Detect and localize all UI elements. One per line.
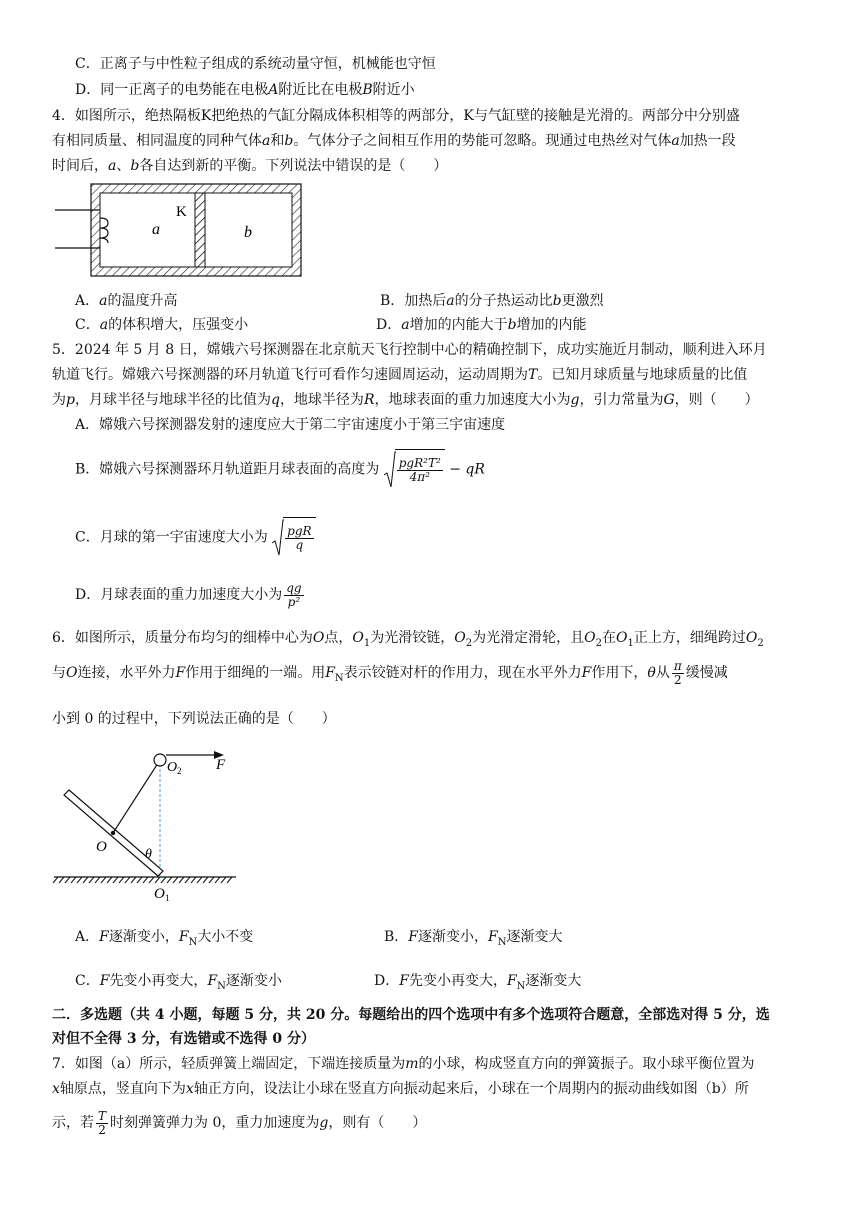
section2-heading-line2: 对但不全得 3 分，有选错或不选得 0 分） [52,1031,315,1047]
q4-option-d: D．a增加的内能大于b增加的内能 [376,317,587,333]
q6-rod-figure [50,745,250,905]
svg-text:2: 2 [177,766,182,776]
q4-cylinder-figure [55,180,305,280]
center-o-dot [111,831,115,835]
q4-option-c: C．a的体积增大，压强变小 [75,317,249,333]
q5-option-d: D．月球表面的重力加速度大小为 $\frac{qg}{\text{p²}}$ [75,580,302,609]
q5-option-b: B．嫦娥六号探测器环月轨道距月球表面的高度为 $\frac{\text{pgR²T²}}{\text{4π²}}$ − qR [75,449,485,489]
label-k: K [176,204,187,220]
q5-stem-line1: 5．2024 年 5 月 8 日，嫦娥六号探测器在北京航天飞行控制中心的精确控制下，成功实施近月制动，顺利进入环月 [52,342,767,358]
q6-option-b: B．F逐渐变小，$F_N$逐渐变大 [384,929,563,948]
q6-stem-line1: 6．如图所示，质量分布均匀的细棒中心为O点，$O_1$为光滑铰链，$O_2$为光滑定滑轮，且$O_2$在$O_1$正上方，细绳跨过$O_2$ [52,630,764,649]
label-a: a [152,221,160,238]
svg-text:θ: θ [145,847,152,862]
rope [113,760,160,833]
q5-stem-line2: 轨道飞行。嫦娥六号探测器的环月轨道飞行可看作匀速圆周运动，运动周期为T。已知月球质量与地球质量的比值 [52,367,748,383]
q4-stem-line3: 时间后，a、b各自达到新的平衡。下列说法中错误的是（ ） [52,158,448,174]
q4-option-b: B．加热后a的分子热运动比b更激烈 [380,293,604,309]
label-b: b [244,224,252,241]
pulley-o2 [154,754,166,766]
q4-option-a: A．a的温度升高 [75,293,178,309]
q6-option-d: D．F先变小再变大，$F_N$逐渐变大 [374,973,582,992]
q5-option-c: C．月球的第一宇宙速度大小为 $\frac{\text{pgR}}{q}$ [75,517,316,557]
q4-stem-line2: 有相同质量、相同温度的同种气体a和b。气体分子之间相互作用的势能可忽略。现通过电热丝对气体a加热一段 [52,133,736,149]
q3-option-d: D．同一正离子的电势能在电极A附近比在电极B附近小 [75,82,415,98]
section2-heading-line1: 二．多选题（共 4 小题，每题 5 分，共 20 分。每题给出的四个选项中有多个选项符合题意，全部选对得 5 分，选 [52,1007,770,1023]
q5-option-a: A．嫦娥六号探测器发射的速度应大于第二宇宙速度小于第三宇宙速度 [75,417,506,433]
svg-text:O: O [154,886,165,902]
q7-stem-line2: x轴原点，竖直向下为x轴正方向，设法让小球在竖直方向振动起来后，小球在一个周期内的振动曲线如图（b）所 [52,1081,749,1097]
svg-text:F: F [216,757,226,773]
svg-text:O: O [167,760,178,775]
q5-stem-line3: 为p，月球半径与地球半径的比值为q，地球半径为R，地球表面的重力加速度大小为g，引力常量为G，则（ ） [52,392,759,408]
svg-text:O: O [96,839,107,855]
q6-stem-line3: 小到 0 的过程中，下列说法正确的是（ ） [52,711,336,727]
svg-text:1: 1 [165,893,170,903]
q6-option-c: C．F先变小再变大，$F_N$逐渐变小 [75,973,282,992]
q6-stem-line2: 与O连接，水平外力F作用于细绳的一端。用$F_N$表示铰链对杆的作用力，现在水平外力F作用下，θ从 $\frac{\pi}{2}$ 缓慢减 [52,658,728,687]
q7-stem-line1: 7．如图（a）所示，轻质弹簧上端固定，下端连接质量为m的小球，构成竖直方向的弹簧振子。取小球平衡位置为 [52,1056,755,1072]
q6-option-a: A．F逐渐变小，$F_N$大小不变 [75,929,254,948]
sqrt-radical: $\frac{\text{pgR}}{q}$ [272,517,315,558]
sqrt-radical: $\frac{\text{pgR²T²}}{\text{4π²}}$ [384,449,445,490]
q4-stem-line1: 4．如图所示，绝热隔板K把绝热的气缸分隔成体积相等的两部分，K与气缸壁的接触是光滑的。两部分中分别盛 [52,108,740,124]
q3-option-c: C．正离子与中性粒子组成的系统动量守恒，机械能也守恒 [75,56,436,72]
q7-stem-line3: 示，若 $\frac{T}{2}$ 时刻弹簧弹力为 0，重力加速度为g，则有（ ） [52,1108,427,1137]
partition-k [195,193,205,267]
